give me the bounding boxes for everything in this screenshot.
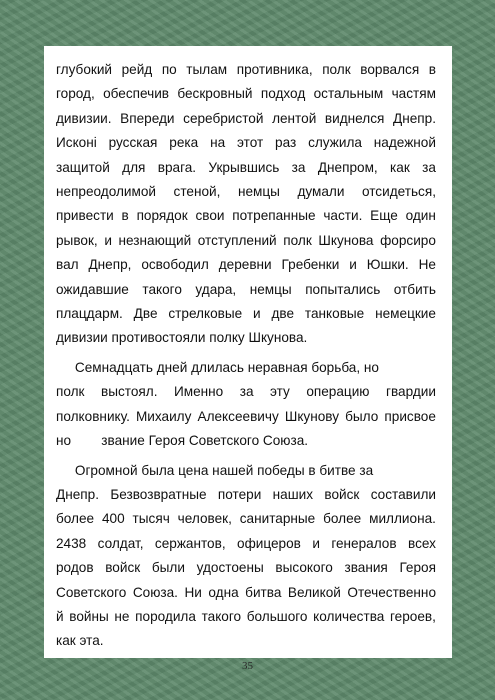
page-panel xyxy=(44,46,452,658)
page-number: 35 xyxy=(242,660,253,672)
text-line: дивизии противостояли полку Шкунова. xyxy=(56,330,308,346)
text-line: как эта. xyxy=(56,633,104,649)
text-line: Семнадцать дней длилась неравная борьба, но xyxy=(56,359,379,375)
text-line: полк выстоял. Именно за эту операцию гвардии xyxy=(56,384,436,400)
text-line: дивизии. Впереди серебристой лентой виднелся Днепр. xyxy=(56,110,436,126)
text-line: непреодолимой стеной, немцы думали отсидеться, xyxy=(56,184,436,200)
text-line: Исконі русская река на этот раз служила надежной xyxy=(56,135,436,151)
text-line: плацдарм. Две стрелковые и две танковые немецкие xyxy=(56,306,436,322)
text-line: рывок, и незнающий отступлений полк Шкунова форсиро xyxy=(56,232,436,248)
text-line: глубокий рейд по тылам противника, полк ворвался в xyxy=(56,62,436,77)
text-line: й войны не породила такого большого количества героев, xyxy=(56,608,436,624)
text-line: ожидавшие такого удара, немцы попытались отбить xyxy=(56,281,436,297)
text-line: Днепр. Безвозвратные потери наших войск составили xyxy=(56,486,436,502)
text-line: город, обеспечив бескровный подход остальным частям xyxy=(56,86,436,102)
page-text xyxy=(56,58,436,654)
text-line: Огромной была цена нашей победы в битве за xyxy=(56,462,374,478)
text-line: но звание Героя Советского Союза. xyxy=(56,433,309,449)
text-line: более 400 тысяч человек, санитарные более миллиона. xyxy=(56,511,436,527)
text-line: вал Днепр, освободил деревни Гребенки и Юшки. Не xyxy=(56,257,436,273)
text-line: родов войск были удостоены высокого звания Героя xyxy=(56,560,436,576)
text-line: Советского Союза. Ни одна битва Великой Отечественно xyxy=(56,584,436,600)
text-line: защитой для врага. Укрывшись за Днепром, как за xyxy=(56,159,436,175)
text-line: 2438 солдат, сержантов, офицеров и генералов всех xyxy=(56,535,436,551)
text-line: привести в порядок свои потрепанные части. Еще один xyxy=(56,208,436,224)
text-line: полковнику. Михаилу Алексеевичу Шкунову было присвое xyxy=(56,408,436,424)
